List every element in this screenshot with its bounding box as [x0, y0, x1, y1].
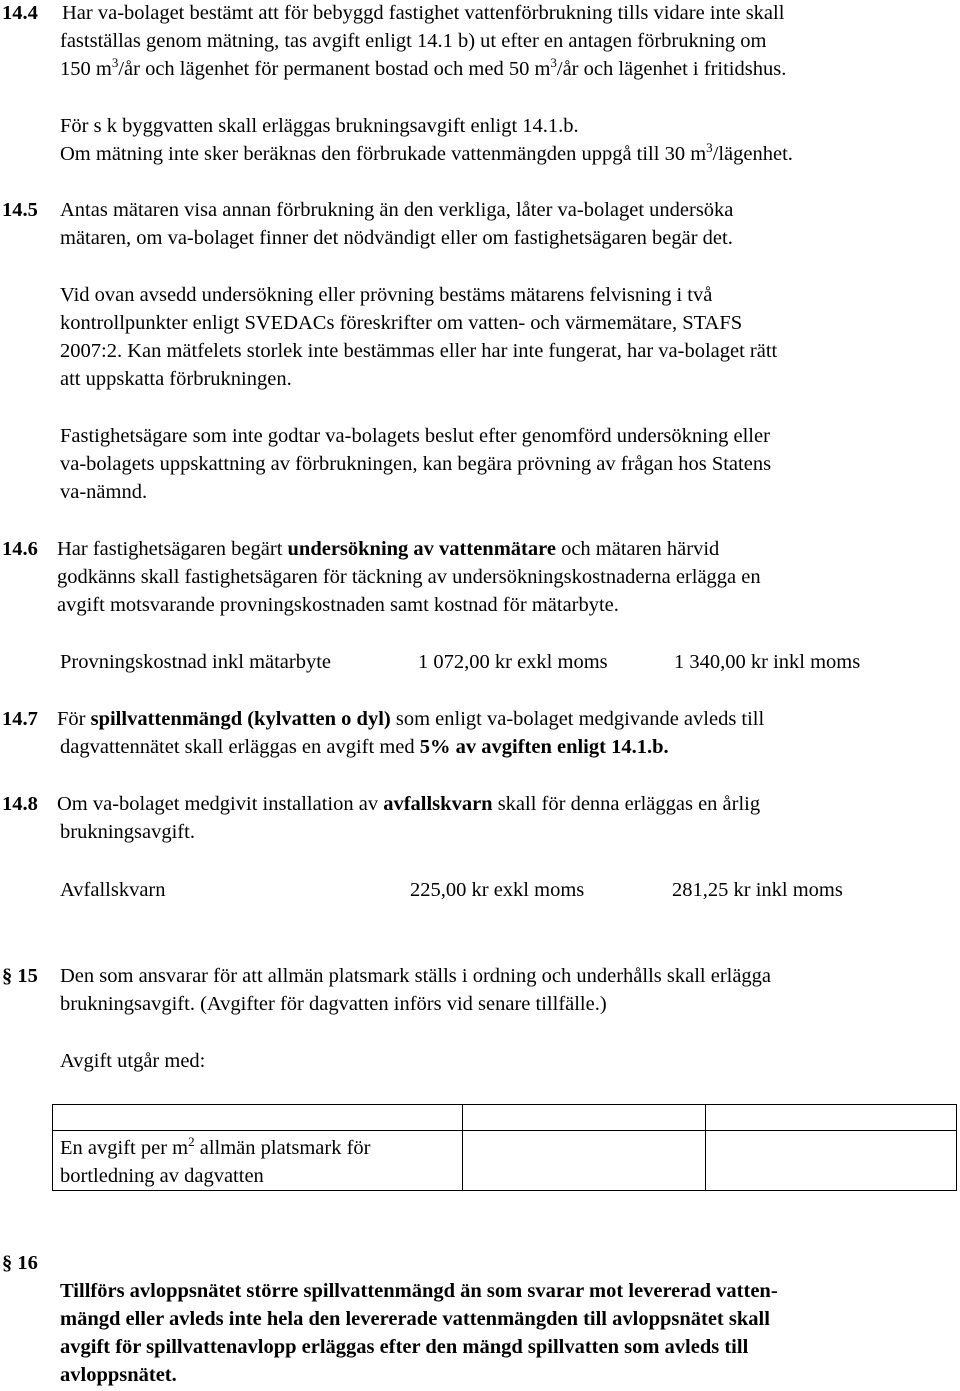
text-run: /lägenhet. — [712, 143, 793, 165]
section-number: 14.8 — [2, 793, 38, 815]
fee-label: Provningskostnad inkl mätarbyte — [60, 651, 332, 673]
text-line: va-bolagets uppskattning av förbrukningen, kan begära prövning av frågan hos Statens — [60, 453, 772, 475]
table-cell — [53, 1105, 463, 1131]
table-row — [53, 1105, 957, 1131]
table-cell — [706, 1105, 957, 1131]
text-line — [60, 140, 793, 169]
text-line — [57, 705, 764, 734]
section-number: 14.7 — [2, 708, 38, 730]
text-run: 150 m — [60, 58, 112, 80]
section-number: § 15 — [2, 965, 38, 987]
section-number: 14.6 — [2, 538, 38, 560]
text-run: och mätaren härvid — [555, 538, 720, 560]
text-line: att uppskatta förbrukningen. — [60, 368, 292, 390]
text-run: /år och lägenhet i fritidshus. — [556, 58, 787, 80]
text-line — [60, 1134, 371, 1163]
text-run: En avgift per m — [60, 1137, 189, 1159]
text-line: Antas mätaren visa annan förbrukning än den verkliga, låter va-bolaget undersöka — [60, 199, 734, 221]
text-line: godkänns skall fastighetsägaren för täckning av undersökningskostnaderna erlägga en — [57, 566, 761, 588]
text-run: som enligt va-bolaget medgivande avleds till — [390, 708, 765, 730]
text-line: mängd eller avleds inte hela den levererade vattenmängden till avloppsnätet skall — [60, 1308, 770, 1330]
fee-excl-vat: 225,00 kr exkl moms — [410, 879, 585, 901]
text-run: allmän platsmark för — [194, 1137, 371, 1159]
text-line: mätaren, om va-bolaget finner det nödvändigt eller om fastighetsägaren begär det. — [60, 227, 733, 249]
text-line: Tillförs avloppsnätet större spillvattenmängd än som svarar mot levererad vatten- — [60, 1280, 778, 1302]
text-line: För s k byggvatten skall erläggas brukningsavgift enligt 14.1.b. — [60, 115, 579, 137]
fee-excl-vat: 1 072,00 kr exkl moms — [418, 651, 608, 673]
table-cell — [706, 1131, 957, 1191]
section-number: 14.5 — [2, 199, 38, 221]
fee-label: Avfallskvarn — [60, 879, 166, 901]
fee-incl-vat: 1 340,00 kr inkl moms — [674, 651, 861, 673]
text-line: fastställas genom mätning, tas avgift enligt 14.1 b) ut efter en antagen förbrukning om — [60, 30, 767, 52]
text-line: avgift för spillvattenavlopp erläggas efter den mängd spillvatten som avleds till — [60, 1336, 749, 1358]
superscript: 3 — [111, 55, 119, 71]
text-line: brukningsavgift. (Avgifter för dagvatten införs vid senare tillfälle.) — [60, 993, 607, 1015]
text-line: avloppsnätet. — [60, 1364, 177, 1386]
text-line — [60, 733, 669, 762]
text-run: /år och lägenhet för permanent bostad och med 50 m — [118, 58, 551, 80]
text-line: Den som ansvarar för att allmän platsmark ställs i ordning och underhålls skall erlägga — [60, 965, 772, 987]
text-line: va-nämnd. — [60, 481, 148, 503]
fee-incl-vat: 281,25 kr inkl moms — [672, 879, 843, 901]
text-run: För — [57, 708, 91, 730]
text-line: Har va-bolaget bestämt att för bebyggd fastighet vattenförbrukning tills vidare inte skall — [62, 2, 785, 24]
text-line — [60, 55, 786, 84]
table-cell — [463, 1131, 706, 1191]
text-run: Om va-bolaget medgivit installation av — [57, 793, 384, 815]
superscript: 3 — [706, 140, 713, 156]
text-line: Fastighetsägare som inte godtar va-bolagets beslut efter genomförd undersökning eller — [60, 425, 770, 447]
text-line: avgift motsvarande provningskostnaden samt kostnad för mätarbyte. — [57, 594, 619, 616]
bold-term: undersökning av vattenmätare — [287, 538, 556, 560]
superscript: 2 — [188, 1134, 195, 1150]
text-run: Har fastighetsägaren begärt — [57, 538, 288, 560]
text-line: Vid ovan avsedd undersökning eller prövning bestäms mätarens felvisning i två — [60, 284, 713, 306]
bold-term: spillvattenmängd (kylvatten o dyl) — [90, 708, 391, 730]
text-line: 2007:2. Kan mätfelets storlek inte bestämmas eller har inte fungerat, har va-bolaget rätt — [60, 340, 778, 362]
text-line: bortledning av dagvatten — [60, 1165, 264, 1187]
table-cell — [463, 1105, 706, 1131]
superscript: 3 — [550, 55, 557, 71]
section-number: 14.4 — [2, 2, 38, 24]
text-line — [57, 535, 719, 564]
bold-term: 5% av avgiften enligt 14.1.b. — [419, 736, 669, 758]
section-number: § 16 — [2, 1252, 38, 1274]
text-run: skall för denna erläggas en årlig — [492, 793, 761, 815]
text-line: brukningsavgift. — [60, 821, 195, 843]
text-line: Avgift utgår med: — [60, 1050, 206, 1072]
bold-term: avfallskvarn — [383, 793, 493, 815]
text-run: dagvattennätet skall erläggas en avgift med — [60, 736, 420, 758]
text-run: Om mätning inte sker beräknas den förbrukade vattenmängden uppgå till 30 m — [60, 143, 707, 165]
text-line: kontrollpunkter enligt SVEDACs föreskrifter om vatten- och värmemätare, STAFS — [60, 312, 743, 334]
text-line — [57, 790, 760, 819]
